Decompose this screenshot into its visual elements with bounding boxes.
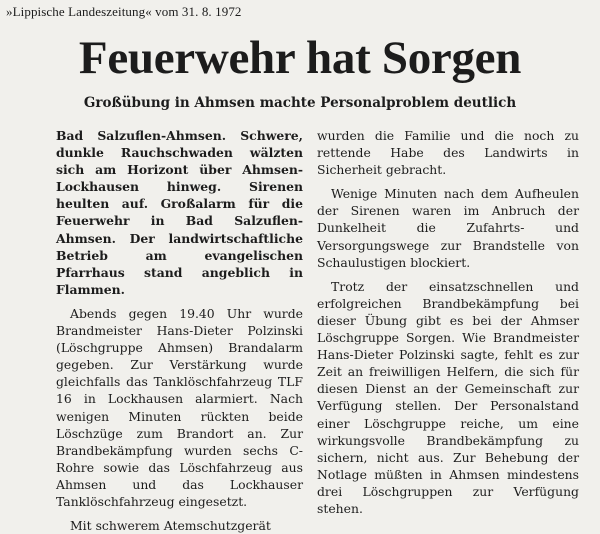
headline: Feuerwehr hat Sorgen [78,32,522,84]
lead-paragraph: Bad Salzuflen-Ahmsen. Schwere, dunkle Rauchschwaden wälzten sich am Horizont über Ahmsen-Lockhausen hinweg. Sirenen heulten auf. Großalarm für die Feuerwehr in Bad Salzuflen-Ahmsen. Der landwirtschaftliche Betrieb am evangelischen Pfarrhaus stand angeblich in Flammen. [56,128,303,297]
continued-paragraph: wurden die Familie und die noch zu rettende Habe des Landwirts in Sicherheit gebracht. [317,128,579,178]
body-paragraph: Wenige Minuten nach dem Aufheulen der Sirenen waren im Anbruch der Dunkelheit die Zufahrts- und Versorgungswege zur Brandstelle von Schaulustigen blockiert. [317,186,579,270]
body-paragraph: Mit schwerem Atemschutzgerät [70,518,271,534]
subheadline: Großübung in Ahmsen machte Personalproblem deutlich [83,95,517,111]
left-column [56,127,303,534]
right-column [317,127,579,517]
source-line: »Lippische Landeszeitung« vom 31. 8. 1972 [6,4,242,19]
body-paragraph: Trotz der einsatzschnellen und erfolgreichen Brandbekämpfung bei dieser Übung gibt es bei der Ahmser Löschgruppe Sorgen. Wie Brandmeister Hans-Dieter Polzinski sagte, fehlt es zur Zeit an freiwilligen Helfern, die sich für diesen Dienst an der Gemeinschaft zur Verfügung stellen. Der Personalstand einer Löschgruppe reiche, um eine wirkungsvolle Brandbekämpfung zu sichern, nicht aus. Zur Behebung der Notlage müßten in Ahmsen mindestens drei Löschgruppen zur Verfügung stehen. [317,278,579,516]
body-paragraph: Abends gegen 19.40 Uhr wurde Brandmeister Hans-Dieter Polzinski (Löschgruppe Ahmsen) Brandalarm gegeben. Zur Verstärkung wurde gleichfalls das Tanklöschfahrzeug TLF 16 in Lockhausen alarmiert. Nach wenigen Minuten rückten beide Löschzüge zum Brandort an. Zur Brandbekämpfung wurden sechs C-Rohre sowie das Löschfahrzeug aus Ahmsen und das Lockhauser Tanklöschfahrzeug eingesetzt. [56,305,303,509]
